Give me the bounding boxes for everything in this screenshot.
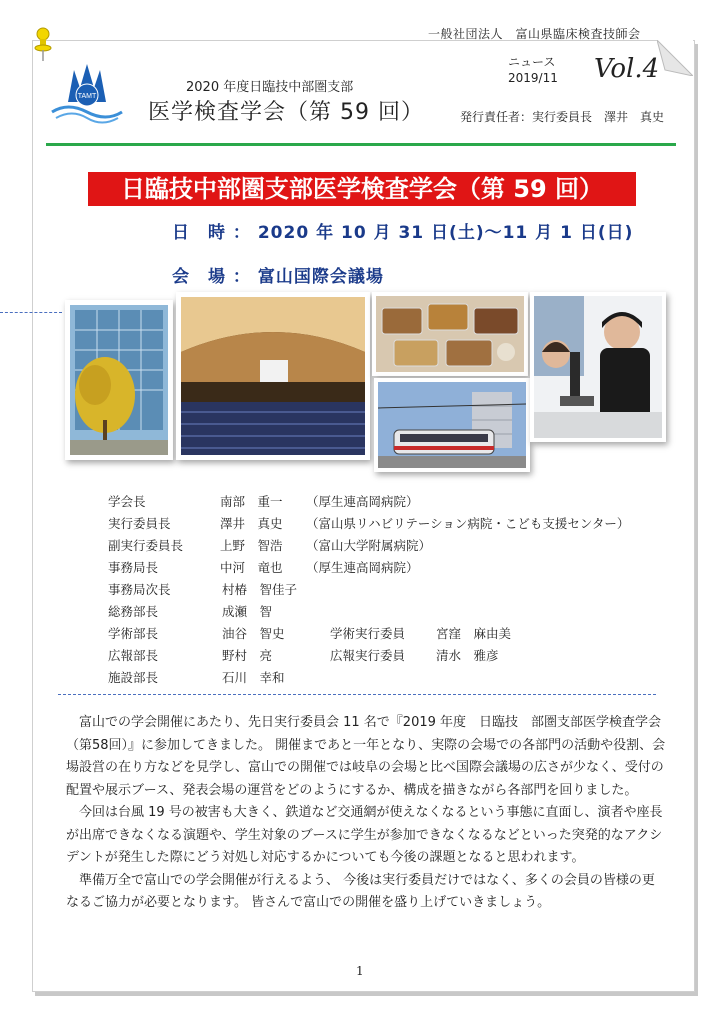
staff-role-secondary: 学術実行委員 [330,626,406,641]
page-number: 1 [356,964,364,978]
staff-affiliation: （厚生連高岡病院） [306,560,419,575]
staff-role: 学術部長 [108,626,159,641]
staff-name: 中河 竜也 [220,560,283,575]
staff-role: 施設部長 [108,670,159,685]
pushpin-icon [34,26,52,62]
photo-auditorium [176,292,370,460]
news-date: 2019/11 [508,71,558,85]
staff-role-secondary: 広報実行委員 [330,648,406,663]
staff-name: 南部 重一 [220,494,283,509]
header-divider [46,143,676,146]
staff-role: 学会長 [108,494,146,509]
page-curl-icon [657,40,693,76]
newsletter-title: 医学検査学会（第 59 回） [148,100,424,125]
staff-name: 成瀬 智 [222,604,273,619]
article-body [66,712,666,915]
event-title-banner: 日臨技中部圏支部医学検査学会（第 59 回） [88,172,636,206]
staff-name: 野村 亮 [222,648,273,663]
photo-building [65,300,173,460]
event-date: 日 時 ： 2020 年 10 月 31 日(土)～11 月 1 日(日) [172,223,634,243]
article-paragraph: 今回は台風 19 号の被害も大きく、鉄道など交通網が使えなくなるという事態に直面し、演者や座長が出席できなくなる演題や、学生対象のブースに学生が参加できなくなるなどといった突発的なアクシデントが発生した際にどう対処し対応するかについても今後の課題となると思われます。 [66,805,663,865]
staff-name: 石川 幸和 [222,670,285,685]
staff-role: 事務局次長 [108,582,171,597]
staff-affiliation: （厚生連高岡病院） [306,494,419,509]
article-paragraph: 準備万全で富山での学会開催が行えるよう、 今後は実行委員だけではなく、多くの会員の皆様の更なるご協力が必要となります。 皆さんで富山での開催を盛り上げていきましょう。 [66,872,655,910]
subtitle: 2020 年度日臨技中部圏支部 [186,80,354,95]
margin-dashed-line [0,312,62,313]
staff-name: 上野 智浩 [220,538,283,553]
staff-role: 事務局長 [108,560,159,575]
organization-name: 一般社団法人 富山県臨床検査技師会 [428,27,641,41]
photo-buffet [372,292,528,376]
tamt-logo [48,62,126,124]
staff-affiliation: （富山県リハビリテーション病院・こども支援センター） [306,516,630,531]
section-divider [58,694,656,695]
staff-name: 澤井 真史 [220,516,283,531]
staff-role: 実行委員長 [108,516,171,531]
staff-affiliation: （富山大学附属病院） [306,538,432,553]
svg-text:TAMT: TAMT [77,93,97,100]
staff-role: 広報部長 [108,648,159,663]
staff-name-secondary: 宮窪 麻由美 [436,626,512,641]
staff-name-secondary: 清水 雅彦 [436,648,499,663]
photo-microscope [530,292,666,442]
staff-name: 村椿 智佳子 [222,582,298,597]
news-label: ニュース [508,55,556,69]
staff-role: 総務部長 [108,604,159,619]
publisher-line: 発行責任者：実行委員長 澤井 真史 [460,110,665,124]
news-info [508,54,558,86]
event-venue: 会 場 ： 富山国際会議場 [172,267,384,287]
staff-role: 副実行委員長 [108,538,184,553]
photo-tram [374,378,530,472]
volume-number: Vol.4 [594,54,660,84]
article-paragraph: 富山での学会開催にあたり、先日実行委員会 11 名で『2019 年度 日臨技 部圏支部医学検査学会（第58回）』に参加してきました。 開催まであと一年となり、実際の会場での各部門の活動や役割、会場設営の在り方などを見学し、富山での開催では岐阜の会場と比べ国際会議場の広さが少なく、受付の配置や展示ブース、発表会場の運営をどのようにするか、構成を描きながら各部門を回りました。 [66,715,666,798]
staff-name: 油谷 智史 [222,626,285,641]
